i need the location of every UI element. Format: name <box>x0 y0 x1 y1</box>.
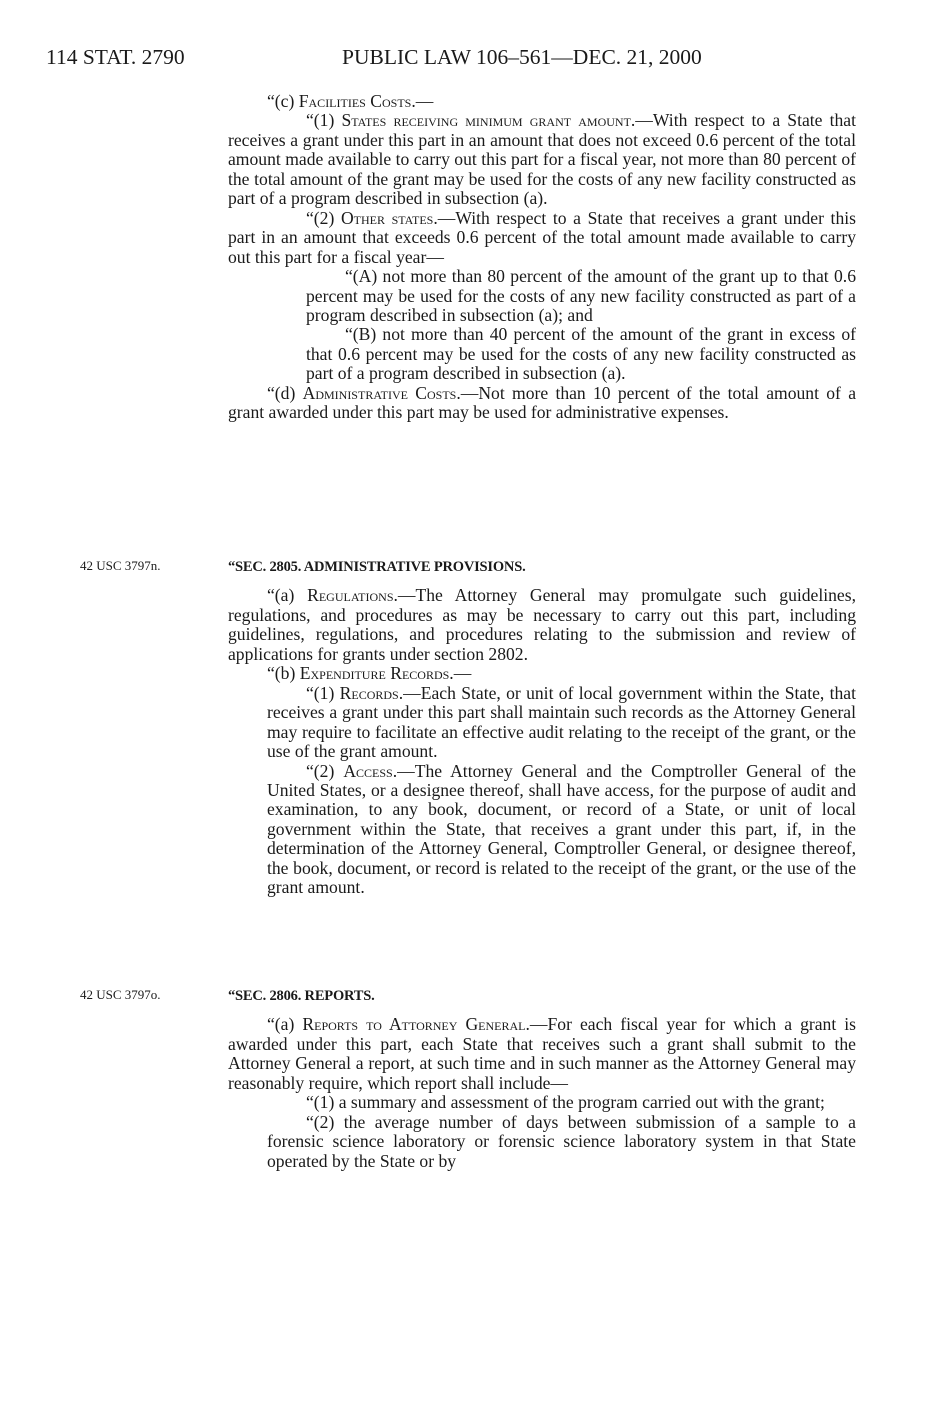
law-identifier: PUBLIC LAW 106–561—DEC. 21, 2000 <box>342 45 702 69</box>
section-2805 <box>228 556 856 898</box>
margin-note-usc-3797n: 42 USC 3797n. <box>80 558 161 573</box>
subsection-c-heading: “(c) Facilities Costs.— <box>267 91 434 111</box>
subparagraph-c2-b: “(B) not more than 40 percent of the amount of the grant in excess of that 0.6 percent may be used for the costs of any new facility constructed as part of a program described in subsection (a). <box>306 324 856 384</box>
subsection-d: “(d) Administrative Costs.—Not more than 10 percent of the total amount of a grant awarded under this part may be used for administrative expenses. <box>228 382 856 423</box>
subsection-2806-a: “(a) Reports to Attorney General.—For each fiscal year for which a grant is awarded under this part, each State that receives such a grant shall submit to the Attorney General a report, at such time and in such manner as the Attorney General may reasonably require, which report shall include— <box>228 1014 857 1093</box>
paragraph-2805-b2: “(2) Access.—The Attorney General and the Comptroller General of the United States, or a designee thereof, shall have access, for the purpose of audit and examination, to any book, document, or record of a State, or unit of local government within the State, that receives a grant under this part, if, in the determination of the Attorney General, Comptroller General, or designee thereof, the book, document, or record is related to the receipt of the grant, or the use of the grant amount. <box>267 760 856 898</box>
paragraph-2806-a2: “(2) the average number of days between submission of a sample to a forensic science laboratory or forensic science laboratory system in that State operated by the State or by <box>267 1111 856 1171</box>
section-2804-continuation <box>228 92 856 423</box>
running-header <box>46 42 906 72</box>
paragraph-c2: “(2) Other states.—With respect to a State that receives a grant under this part in an amount that exceeds 0.6 percent of the total amount made available to carry out this part for a fiscal year— <box>228 207 856 267</box>
section-2806 <box>228 985 856 1171</box>
section-2805-heading: “SEC. 2805. ADMINISTRATIVE PROVISIONS. <box>228 559 526 575</box>
page-identifier: 114 STAT. 2790 <box>46 45 185 69</box>
section-2806-heading: “SEC. 2806. REPORTS. <box>228 988 375 1004</box>
subsection-2805-b-heading: “(b) Expenditure Records.— <box>267 663 472 684</box>
subparagraph-c2-a: “(A) not more than 80 percent of the amount of the grant up to that 0.6 percent may be used for the costs of any new facility constructed as part of a program described in subsection (a); and <box>306 266 856 325</box>
paragraph-c1: “(1) States receiving minimum grant amount.—With respect to a State that receives a grant under this part in an amount that does not exceed 0.6 percent of the total amount made available to carry out this part for a fiscal year, not more than 80 percent of the total amount of the grant may be used for the costs of any new facility constructed as part of a program described in subsection (a). <box>228 110 856 209</box>
margin-note-usc-3797o: 42 USC 3797o. <box>80 987 161 1002</box>
paragraph-2806-a1: “(1) a summary and assessment of the program carried out with the grant; <box>306 1092 825 1113</box>
paragraph-2805-b1: “(1) Records.—Each State, or unit of local government within the State, that receives a grant under this part shall maintain such records as the Attorney General may require to facilitate an effective audit relating to the receipt of the grant, or the use of the grant amount. <box>267 682 856 762</box>
subsection-2805-a: “(a) Regulations.—The Attorney General may promulgate such guidelines, regulations, and procedures as may be necessary to carry out this part, including guidelines, regulations, and procedures relating to the submission and review of applications for grants under section 2802. <box>228 585 856 664</box>
